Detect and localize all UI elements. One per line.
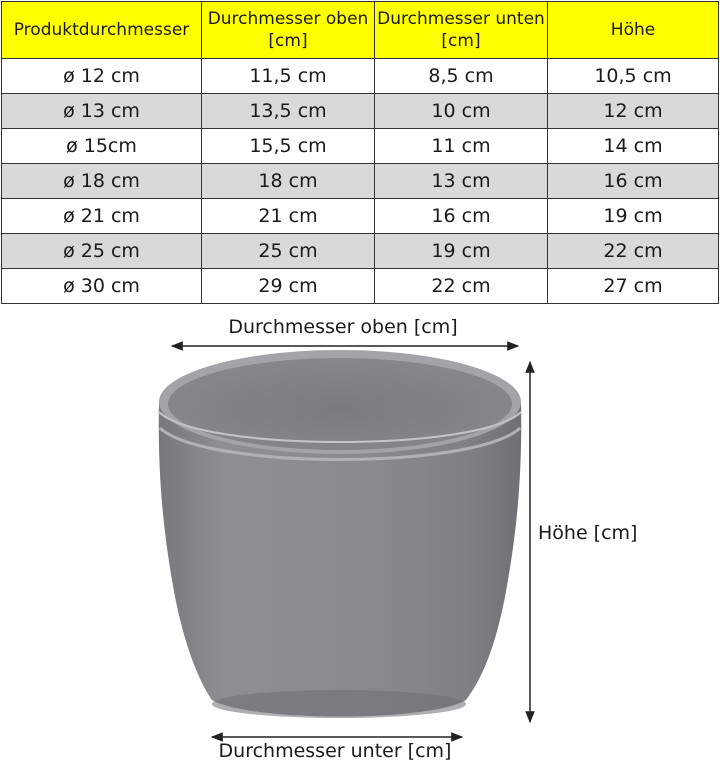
cell-diameter-top: 18 cm (202, 164, 375, 199)
cell-height: 12 cm (548, 94, 719, 129)
cell-diameter-top: 11,5 cm (202, 59, 375, 94)
cell-height: 10,5 cm (548, 59, 719, 94)
cell-diameter-top: 21 cm (202, 199, 375, 234)
cell-diameter-top: 13,5 cm (202, 94, 375, 129)
header-diameter-bottom: Durchmesser unten [cm] (375, 2, 548, 59)
cell-diameter-top: 25 cm (202, 234, 375, 269)
cell-product-diameter: ø 21 cm (2, 199, 202, 234)
cell-height: 19 cm (548, 199, 719, 234)
cell-height: 14 cm (548, 129, 719, 164)
cell-height: 27 cm (548, 269, 719, 304)
header-height: Höhe (548, 2, 719, 59)
label-diameter-top: Durchmesser oben [cm] (228, 316, 458, 338)
cell-product-diameter: ø 18 cm (2, 164, 202, 199)
header-diameter-top: Durchmesser oben [cm] (202, 2, 375, 59)
cell-product-diameter: ø 30 cm (2, 269, 202, 304)
pot-opening (168, 358, 512, 450)
cell-diameter-bottom: 16 cm (375, 199, 548, 234)
cell-diameter-bottom: 11 cm (375, 129, 548, 164)
label-height: Höhe [cm] (538, 522, 638, 544)
cell-diameter-bottom: 10 cm (375, 94, 548, 129)
cell-product-diameter: ø 15cm (2, 129, 202, 164)
cell-diameter-bottom: 19 cm (375, 234, 548, 269)
header-product-diameter: Produktdurchmesser (2, 2, 202, 59)
cell-product-diameter: ø 13 cm (2, 94, 202, 129)
cell-diameter-bottom: 13 cm (375, 164, 548, 199)
cell-diameter-top: 29 cm (202, 269, 375, 304)
cell-diameter-bottom: 8,5 cm (375, 59, 548, 94)
cell-height: 22 cm (548, 234, 719, 269)
pot-base-shadow (212, 690, 466, 718)
cell-diameter-bottom: 22 cm (375, 269, 548, 304)
cell-product-diameter: ø 25 cm (2, 234, 202, 269)
cell-product-diameter: ø 12 cm (2, 59, 202, 94)
cell-diameter-top: 15,5 cm (202, 129, 375, 164)
label-diameter-bottom: Durchmesser unter [cm] (218, 740, 452, 762)
cell-height: 16 cm (548, 164, 719, 199)
